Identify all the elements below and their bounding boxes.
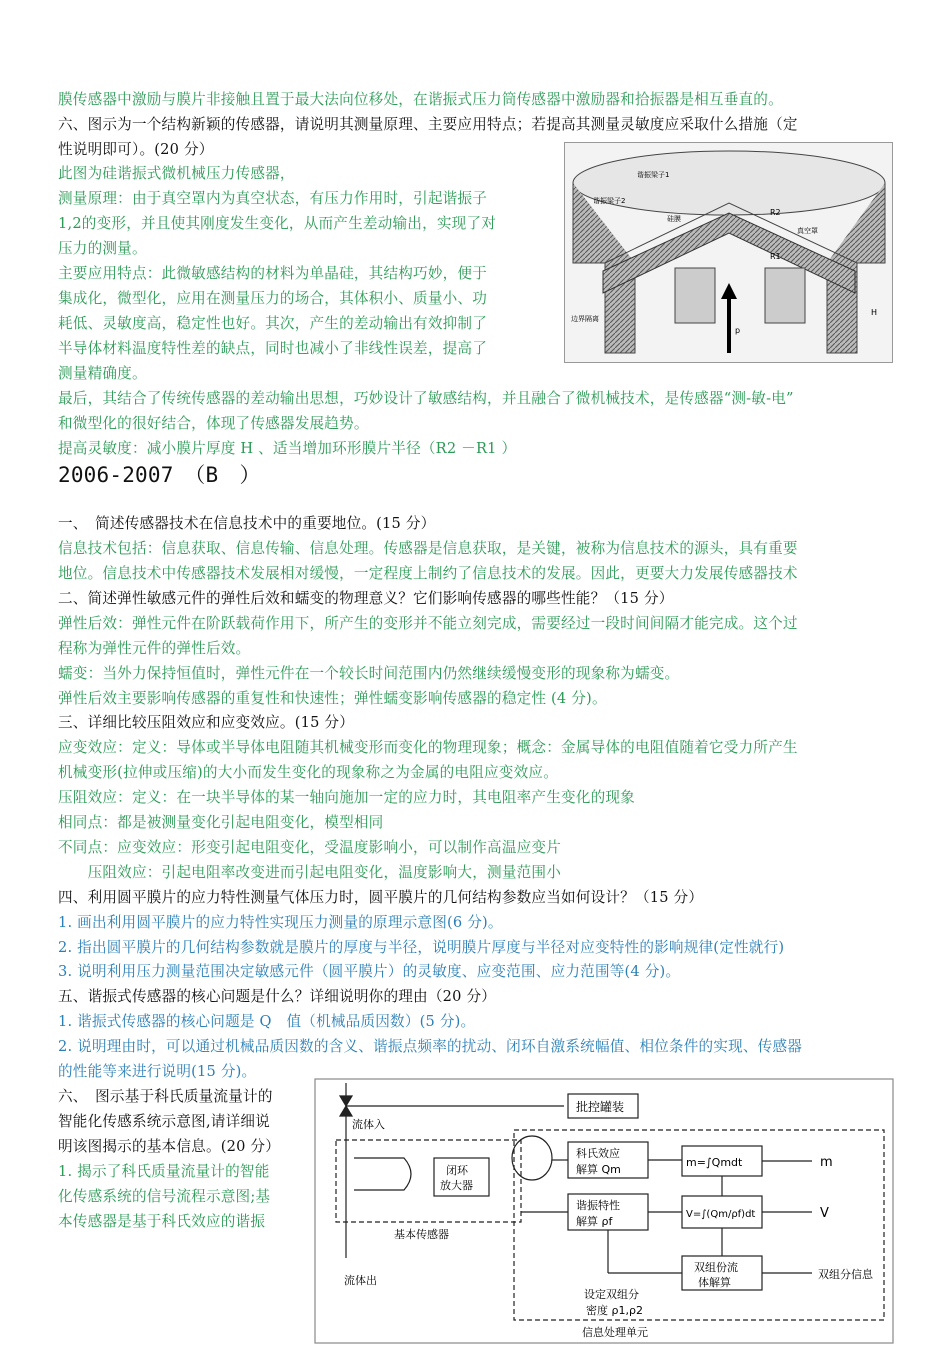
figure-label: 边界隔离	[571, 315, 599, 323]
answer-line: 最后，其结合了传统传感器的差动输出思想，巧妙设计了敏感结构，并且融合了微机械技术，是传感器“测-敏-电”	[58, 390, 794, 407]
answer-line: 化传感系统的信号流程示意图;基	[58, 1188, 271, 1205]
output-two-phase: 双组分信息	[818, 1268, 873, 1281]
question-heading: 一、 简述传感器技术在信息技术中的重要地位。(15 分）	[58, 515, 436, 532]
answer-line: 2. 指出圆平膜片的几何结构参数就是膜片的厚度与半径，说明膜片厚度与半径对应变特性的影响规律(定性就行)	[58, 939, 785, 956]
answer-line: 耗低、灵敏度高，稳定性也好。其次，产生的差动输出有效抑制了	[58, 315, 488, 332]
answer-line: 本传感器是基于科氏效应的谐振	[58, 1213, 266, 1230]
density-label: 设定双组分	[584, 1288, 639, 1301]
figure-label: 谐振梁子1	[637, 171, 670, 179]
answer-line: 相同点：都是被测量变化引起电阻变化，模型相同	[58, 814, 384, 831]
amp-label: 闭环	[446, 1164, 468, 1177]
answer-line: 压阻效应：引起电阻率改变进而引起电阻变化，温度影响大，测量范围小	[58, 864, 561, 881]
answer-line: 1. 揭示了科氏质量流量计的智能	[58, 1163, 270, 1180]
answer-line: 地位。信息技术中传感器技术发展相对缓慢，一定程度上制约了信息技术的发展。因此，更要大力发展传感器技术	[58, 565, 798, 582]
answer-line: 测量原理：由于真空罩内为真空状态，有压力作用时，引起谐振子	[58, 190, 488, 207]
answer-line: 提高灵敏度：减小膜片厚度 H 、适当增加环形膜片半径（R2 －R1 ）	[58, 440, 517, 457]
flow-in-label: 流体入	[352, 1118, 385, 1131]
answer-line: 半导体材料温度特性差的缺点，同时也减小了非线性误差，提高了	[58, 340, 488, 357]
formula-v: V=∫(Qm/ρf)dt	[686, 1209, 756, 1220]
answer-line: 3. 说明利用压力测量范围决定敏感元件（圆平膜片）的灵敏度、应变范围、应力范围等(4 分)。	[58, 963, 681, 980]
amp-label: 放大器	[440, 1179, 473, 1192]
answer-line: 应变效应：定义：导体或半导体电阻随其机械变形而变化的物理现象；概念：金属导体的电阻值随着它受力所产生	[58, 739, 798, 756]
resonance-label: 解算 ρf	[576, 1215, 613, 1228]
unit-label: 信息处理单元	[582, 1326, 648, 1339]
figure-label: 硅膜	[667, 215, 681, 223]
formula-m: m=∫Qmdt	[686, 1156, 743, 1169]
answer-line: 主要应用特点：此微敏感结构的材料为单晶硅，其结构巧妙，便于	[58, 265, 488, 282]
answer-line: 2. 说明理由时，可以通过机械品质因数的含义、谐振点频率的扰动、闭环自激系统幅值、相位条件的实现、传感器	[58, 1038, 803, 1055]
two-phase-label: 体解算	[698, 1276, 731, 1289]
base-sensor-label: 基本传感器	[394, 1228, 449, 1241]
figure-label: 谐振梁子2	[593, 197, 626, 205]
question-heading: 智能化传感系统示意图,请详细说	[58, 1113, 270, 1130]
question-heading: 四、利用圆平膜片的应力特性测量气体压力时，圆平膜片的几何结构参数应当如何设计？（15 分）	[58, 889, 704, 906]
two-phase-label: 双组份流	[694, 1261, 738, 1274]
figure-label: H	[871, 308, 878, 317]
answer-line: 集成化，微型化，应用在测量压力的场合，其体积小、质量小、功	[58, 290, 488, 307]
question-heading: 三、详细比较压阻效应和应变效应。(15 分）	[58, 714, 354, 731]
output-m: m	[820, 1155, 833, 1170]
answer-line: 蠕变：当外力保持恒值时，弹性元件在一个较长时间范围内仍然继续缓慢变形的现象称为蠕变。	[58, 665, 680, 682]
section-title: 2006-2007 （B ）	[58, 463, 261, 487]
answer-line: 程称为弹性元件的弹性后效。	[58, 640, 251, 657]
answer-line: 信息技术包括：信息获取、信息传输、信息处理。传感器是信息获取，是关键，被称为信息技术的源头，具有重要	[58, 540, 798, 557]
batch-label: 批控罐装	[576, 1100, 625, 1114]
question-heading: 明该图揭示的基本信息。(20 分）	[58, 1138, 281, 1155]
answer-line: 压阻效应：定义：在一块半导体的某一轴向施加一定的应力时，其电阻率产生变化的现象	[58, 789, 635, 806]
density-label: 密度 ρ1,ρ2	[586, 1304, 643, 1317]
coriolis-label: 解算 Qm	[576, 1163, 621, 1176]
question-heading: 二、简述弹性敏感元件的弹性后效和蠕变的物理意义？它们影响传感器的哪些性能？（15 分）	[58, 590, 674, 607]
figure-label: R2	[770, 208, 781, 217]
figure-label: 真空罩	[797, 227, 818, 235]
coriolis-label: 科氏效应	[576, 1147, 620, 1160]
text-line: 膜传感器中激励与膜片非接触且置于最大法向位移处，在谐振式压力筒传感器中激励器和拾振器是相互垂直的。	[58, 91, 783, 108]
flow-out-label: 流体出	[344, 1274, 377, 1287]
answer-line: 1. 画出利用圆平膜片的应力特性实现压力测量的原理示意图(6 分)。	[58, 914, 503, 931]
question-heading: 六、图示为一个结构新颖的传感器，请说明其测量原理、主要应用特点；若提高其测量灵敏度应采取什么措施（定	[58, 116, 798, 133]
figure-label: R1	[770, 252, 781, 261]
coriolis-system-figure	[314, 1078, 894, 1344]
answer-line: 压力的测量。	[58, 240, 147, 257]
answer-line: 弹性后效主要影响传感器的重复性和快速性；弹性蠕变影响传感器的稳定性 (4 分)。	[58, 690, 607, 707]
answer-line: 机械变形(拉伸或压缩)的大小而发生变化的现象称之为金属的电阻应变效应。	[58, 764, 558, 781]
answer-line: 测量精确度。	[58, 365, 147, 382]
answer-line: 的性能等来进行说明(15 分)。	[58, 1063, 257, 1080]
question-heading: 五、谐振式传感器的核心问题是什么？详细说明你的理由（20 分）	[58, 988, 497, 1005]
answer-line: 1,2的变形，并且使其刚度发生变化，从而产生差动输出，实现了对	[58, 215, 497, 232]
output-v: V	[820, 1206, 829, 1221]
answer-line: 弹性后效：弹性元件在阶跃载荷作用下，所产生的变形并不能立刻完成，需要经过一段时间间隔才能完成。这个过	[58, 615, 798, 632]
question-heading: 性说明即可）。(20 分）	[58, 141, 214, 158]
answer-line: 不同点：应变效应：形变引起电阻变化，受温度影响小，可以制作高温应变片	[58, 839, 561, 856]
answer-line: 此图为硅谐振式微机械压力传感器，	[58, 165, 295, 182]
resonance-label: 谐振特性	[576, 1199, 620, 1212]
sensor-structure-figure	[564, 142, 893, 363]
answer-line: 1. 谐振式传感器的核心问题是 Q 值（机械品质因数）(5 分)。	[58, 1013, 476, 1030]
answer-line: 和微型化的很好结合，体现了传感器发展趋势。	[58, 415, 369, 432]
question-heading: 六、 图示基于科氏质量流量计的	[58, 1088, 273, 1105]
figure-label: p	[735, 326, 741, 335]
